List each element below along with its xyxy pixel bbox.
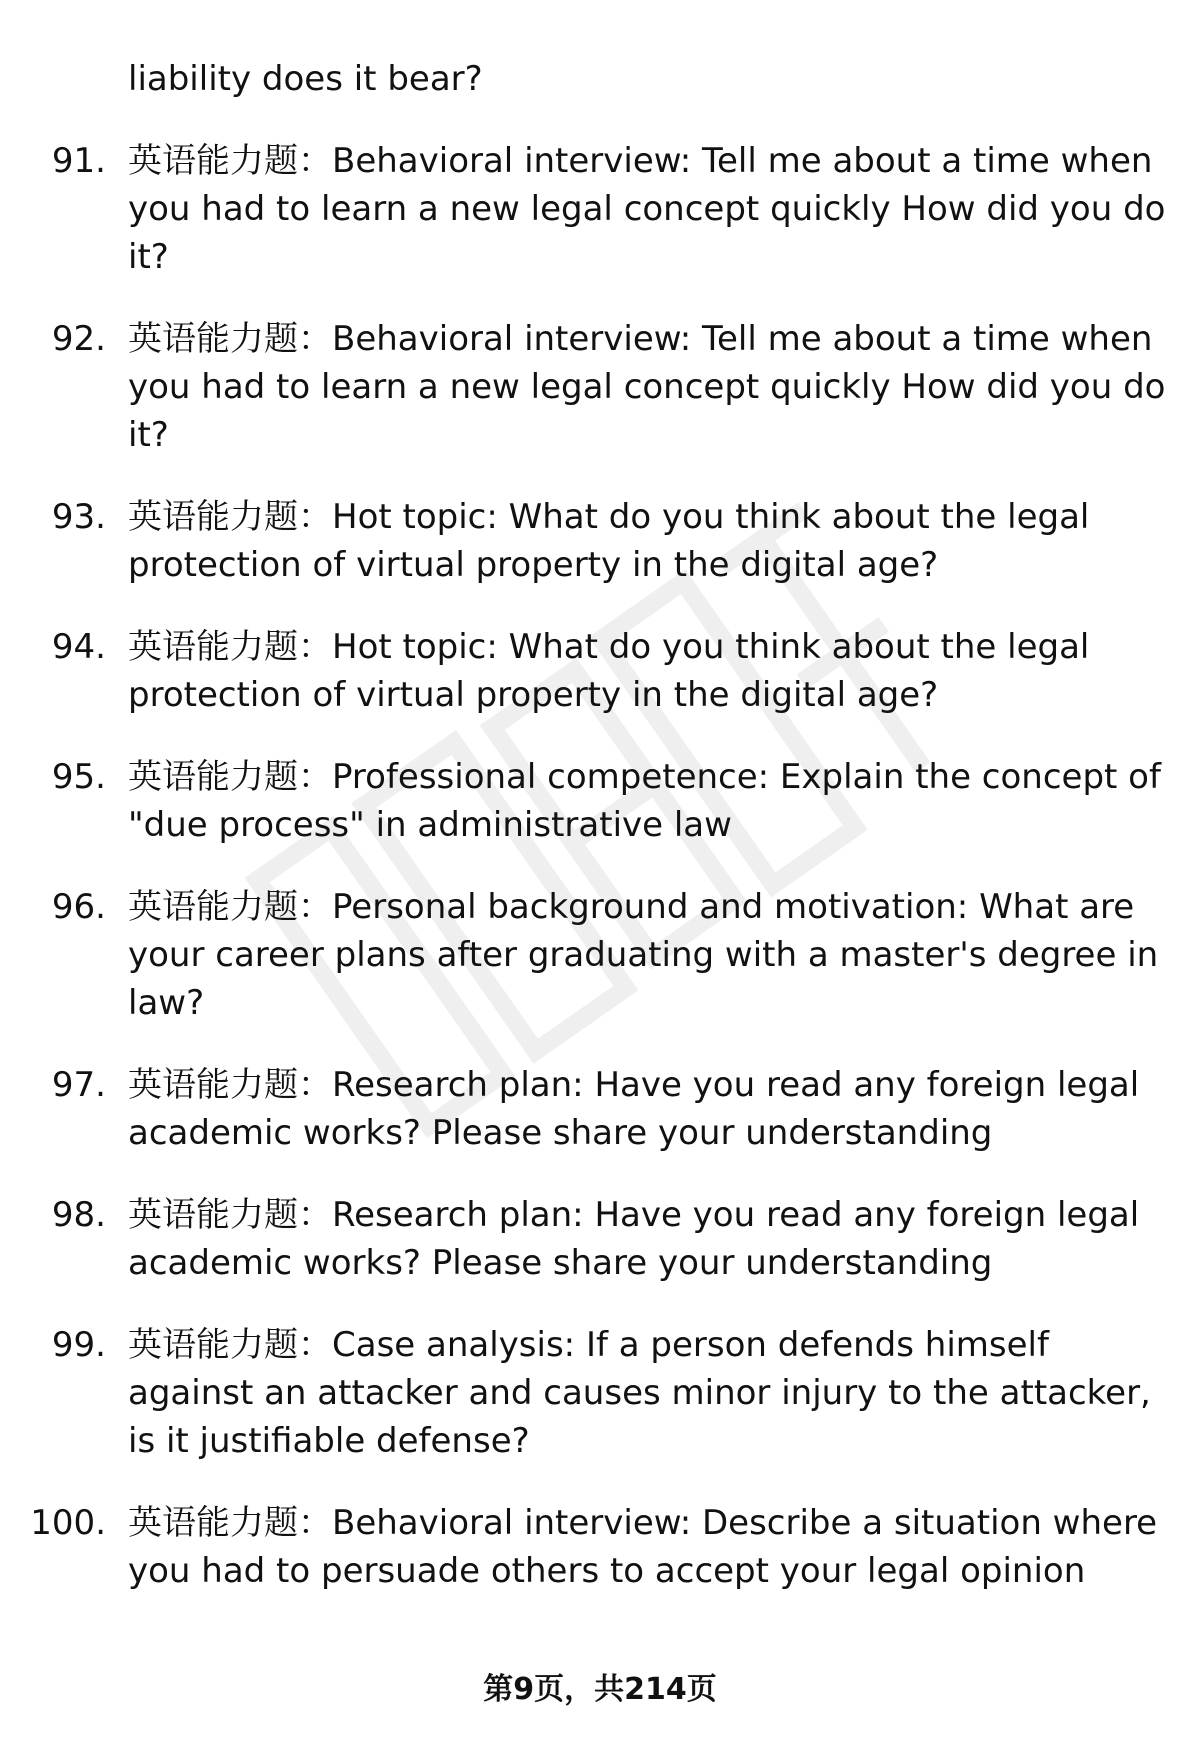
item-question: Behavioral interview: Tell me about a time when you had to learn a new legal concept quickly How did you do it? — [128, 141, 1166, 277]
item-tag: 英语能力题： — [128, 1065, 332, 1105]
item-text — [128, 137, 1168, 281]
item-question: Research plan: Have you read any foreign legal academic works? Please share your understanding — [128, 1195, 1140, 1283]
item-number: 91. — [51, 141, 106, 181]
item-question: Behavioral interview: Describe a situation where you had to persuade others to accept your legal opinion — [128, 1503, 1158, 1591]
item-number: 92. — [51, 319, 106, 359]
item-text — [128, 315, 1168, 459]
item-tag: 英语能力题： — [128, 1503, 332, 1543]
item-number: 96. — [51, 887, 106, 927]
item-text — [128, 1061, 1168, 1157]
item-question: Professional competence: Explain the concept of "due process" in administrative law — [128, 757, 1161, 845]
item-tag: 英语能力题： — [128, 1195, 332, 1235]
item-number: 95. — [51, 757, 106, 797]
item-question: Research plan: Have you read any foreign legal academic works? Please share your understanding — [128, 1065, 1140, 1153]
list-item — [0, 315, 1200, 459]
item-tag: 英语能力题： — [128, 319, 332, 359]
item-question: Hot topic: What do you think about the legal protection of virtual property in the digital age? — [128, 627, 1090, 715]
item-question: Hot topic: What do you think about the legal protection of virtual property in the digital age? — [128, 497, 1090, 585]
item-text — [128, 623, 1168, 719]
item-number: 93. — [51, 497, 106, 537]
item-number: 98. — [51, 1195, 106, 1235]
list-item — [0, 1499, 1200, 1595]
list-item — [0, 753, 1200, 849]
list-item — [0, 137, 1200, 281]
item-tag: 英语能力题： — [128, 141, 332, 181]
item-number: 99. — [51, 1325, 106, 1365]
list-item — [0, 1321, 1200, 1465]
item-number: 100. — [30, 1503, 106, 1543]
item-text — [128, 753, 1168, 849]
item-text — [128, 1499, 1168, 1595]
list-item — [0, 623, 1200, 719]
item-tag: 英语能力题： — [128, 1325, 332, 1365]
item-text — [128, 493, 1168, 589]
page-number: 第9页，共214页 — [483, 1672, 717, 1707]
item-question: Behavioral interview: Tell me about a time when you had to learn a new legal concept quickly How did you do it? — [128, 319, 1166, 455]
list-item — [0, 883, 1200, 1027]
item-tag: 英语能力题： — [128, 627, 332, 667]
item-tag: 英语能力题： — [128, 497, 332, 537]
item-number: 97. — [51, 1065, 106, 1105]
item-text — [128, 883, 1168, 1027]
list-item — [0, 1191, 1200, 1287]
item-text — [128, 1191, 1168, 1287]
list-item — [0, 1061, 1200, 1157]
item-tag: 英语能力题： — [128, 757, 332, 797]
continued-text: liability does it bear? — [128, 59, 483, 99]
item-text — [128, 1321, 1168, 1465]
item-question: Personal background and motivation: What are your career plans after graduating with a master's degree in law? — [128, 887, 1159, 1023]
question-list — [0, 55, 1200, 1629]
item-tag: 英语能力题： — [128, 887, 332, 927]
list-item — [0, 493, 1200, 589]
item-question: Case analysis: If a person defends himself against an attacker and causes minor injury to the attacker, is it justifiable defense? — [128, 1325, 1151, 1461]
item-number: 94. — [51, 627, 106, 667]
